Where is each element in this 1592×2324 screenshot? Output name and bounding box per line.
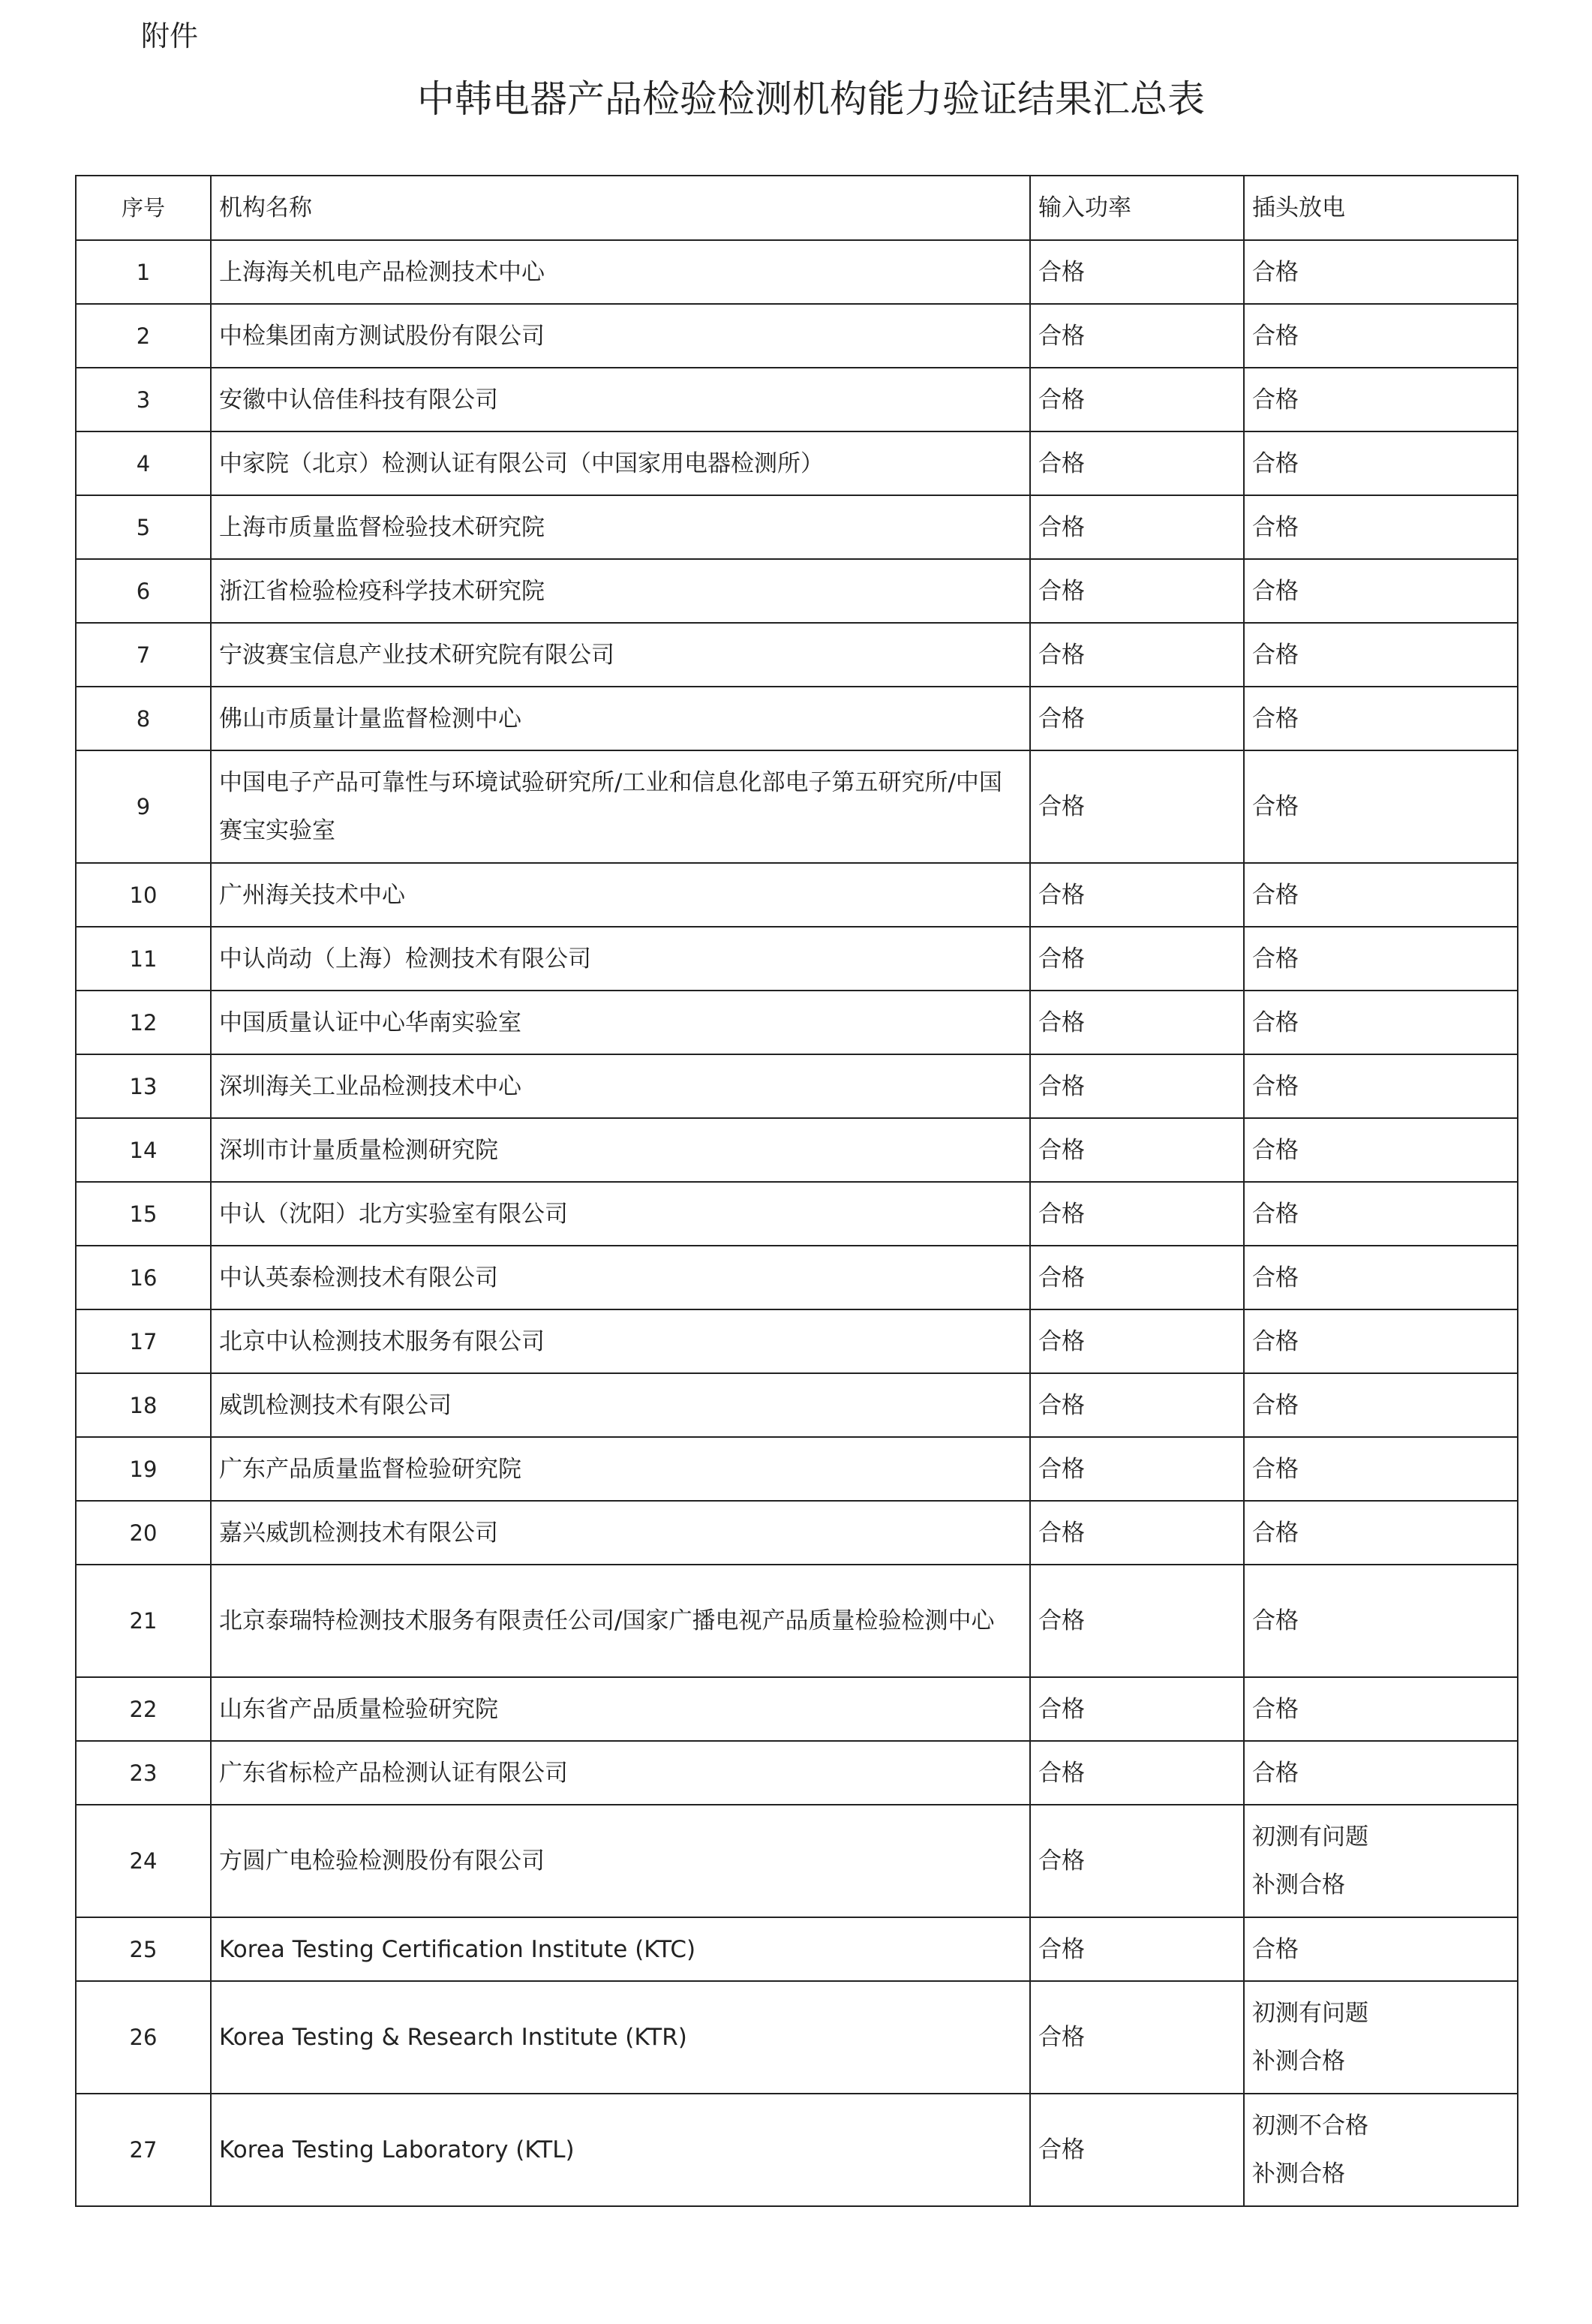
results-table: [75, 175, 1518, 2207]
cell-serial-number: 15: [76, 1182, 211, 1246]
cell-input-power-result: 合格: [1030, 304, 1244, 368]
cell-plug-discharge-result: [1244, 2094, 1518, 2206]
plug-discharge-line: 合格: [1252, 945, 1299, 973]
plug-discharge-line: 合格: [1252, 1759, 1299, 1787]
plug-discharge-line: 初测有问题: [1252, 1823, 1368, 1850]
cell-input-power-result: 合格: [1030, 687, 1244, 750]
cell-institution-name: 安徽中认倍佳科技有限公司: [211, 368, 1030, 431]
cell-serial-number: 21: [76, 1565, 211, 1677]
cell-input-power-result: 合格: [1030, 1118, 1244, 1182]
table-body: [76, 240, 1518, 2206]
table-row: [76, 1054, 1518, 1118]
cell-input-power-result: 合格: [1030, 495, 1244, 559]
cell-serial-number: 11: [76, 927, 211, 991]
plug-discharge-line: 合格: [1252, 258, 1299, 286]
cell-plug-discharge-result: [1244, 623, 1518, 687]
cell-input-power-result: 合格: [1030, 750, 1244, 863]
cell-input-power-result: 合格: [1030, 1246, 1244, 1309]
table-row: [76, 687, 1518, 750]
cell-serial-number: 8: [76, 687, 211, 750]
cell-plug-discharge-result: [1244, 687, 1518, 750]
cell-input-power-result: 合格: [1030, 2094, 1244, 2206]
table-row: [76, 304, 1518, 368]
cell-plug-discharge-result: [1244, 1054, 1518, 1118]
cell-plug-discharge-result: [1244, 1805, 1518, 1917]
cell-institution-name: 嘉兴威凯检测技术有限公司: [211, 1501, 1030, 1565]
table-row: [76, 559, 1518, 623]
cell-institution-name: 北京泰瑞特检测技术服务有限责任公司/国家广播电视产品质量检验检测中心: [211, 1565, 1030, 1677]
plug-discharge-line: 合格: [1252, 1935, 1299, 1963]
plug-discharge-line: 合格: [1252, 322, 1299, 350]
plug-discharge-line: 合格: [1252, 881, 1299, 909]
cell-institution-name: 佛山市质量计量监督检测中心: [211, 687, 1030, 750]
cell-serial-number: 13: [76, 1054, 211, 1118]
cell-institution-name: Korea Testing & Research Institute (KTR): [211, 1981, 1030, 2094]
cell-serial-number: 7: [76, 623, 211, 687]
cell-institution-name: 广东产品质量监督检验研究院: [211, 1437, 1030, 1501]
cell-input-power-result: 合格: [1030, 1677, 1244, 1741]
cell-input-power-result: 合格: [1030, 240, 1244, 304]
cell-institution-name: 广州海关技术中心: [211, 863, 1030, 927]
table-row: [76, 1437, 1518, 1501]
plug-discharge-line: 初测不合格: [1252, 2112, 1368, 2139]
cell-plug-discharge-result: [1244, 559, 1518, 623]
cell-plug-discharge-result: [1244, 1917, 1518, 1981]
column-header-plug: 插头放电: [1244, 176, 1518, 240]
cell-institution-name: 深圳市计量质量检测研究院: [211, 1118, 1030, 1182]
cell-institution-name: 方圆广电检验检测股份有限公司: [211, 1805, 1030, 1917]
cell-input-power-result: 合格: [1030, 431, 1244, 495]
cell-serial-number: 9: [76, 750, 211, 863]
table-row: [76, 1501, 1518, 1565]
table-row: [76, 1917, 1518, 1981]
plug-discharge-line: 补测合格: [1252, 1872, 1345, 1899]
cell-input-power-result: 合格: [1030, 1054, 1244, 1118]
cell-serial-number: 18: [76, 1373, 211, 1437]
table-row: [76, 1373, 1518, 1437]
cell-plug-discharge-result: [1244, 1437, 1518, 1501]
cell-serial-number: 24: [76, 1805, 211, 1917]
cell-institution-name: 上海海关机电产品检测技术中心: [211, 240, 1030, 304]
table-row: [76, 1677, 1518, 1741]
column-header-name: 机构名称: [211, 176, 1030, 240]
cell-institution-name: 上海市质量监督检验技术研究院: [211, 495, 1030, 559]
cell-plug-discharge-result: [1244, 1246, 1518, 1309]
cell-plug-discharge-result: [1244, 1501, 1518, 1565]
column-header-no: 序号: [76, 176, 211, 240]
cell-institution-name: Korea Testing Certification Institute (KTC): [211, 1917, 1030, 1981]
cell-input-power-result: 合格: [1030, 1501, 1244, 1565]
attachment-label: 附件: [141, 20, 199, 53]
cell-serial-number: 26: [76, 1981, 211, 2094]
cell-institution-name: 中认英泰检测技术有限公司: [211, 1246, 1030, 1309]
table-row: [76, 431, 1518, 495]
cell-serial-number: 6: [76, 559, 211, 623]
plug-discharge-line: 合格: [1252, 705, 1299, 732]
cell-input-power-result: 合格: [1030, 1182, 1244, 1246]
table-row: [76, 623, 1518, 687]
table-row: [76, 1309, 1518, 1373]
cell-institution-name: 浙江省检验检疫科学技术研究院: [211, 559, 1030, 623]
cell-serial-number: 5: [76, 495, 211, 559]
cell-input-power-result: 合格: [1030, 1917, 1244, 1981]
table-row: [76, 991, 1518, 1054]
table-row: [76, 927, 1518, 991]
cell-plug-discharge-result: [1244, 1309, 1518, 1373]
cell-serial-number: 23: [76, 1741, 211, 1805]
cell-institution-name: 中检集团南方测试股份有限公司: [211, 304, 1030, 368]
cell-serial-number: 25: [76, 1917, 211, 1981]
cell-input-power-result: 合格: [1030, 623, 1244, 687]
cell-input-power-result: 合格: [1030, 1565, 1244, 1677]
table-row: [76, 2094, 1518, 2206]
plug-discharge-line: 合格: [1252, 1264, 1299, 1291]
cell-input-power-result: 合格: [1030, 1437, 1244, 1501]
cell-plug-discharge-result: [1244, 1182, 1518, 1246]
cell-serial-number: 2: [76, 304, 211, 368]
cell-institution-name: 宁波赛宝信息产业技术研究院有限公司: [211, 623, 1030, 687]
table-row: [76, 240, 1518, 304]
cell-institution-name: 中国质量认证中心华南实验室: [211, 991, 1030, 1054]
cell-input-power-result: 合格: [1030, 1981, 1244, 2094]
plug-discharge-line: 合格: [1252, 1200, 1299, 1228]
plug-discharge-line: 合格: [1252, 1519, 1299, 1547]
cell-plug-discharge-result: [1244, 495, 1518, 559]
column-header-power: 输入功率: [1030, 176, 1244, 240]
table-row: [76, 1182, 1518, 1246]
cell-plug-discharge-result: [1244, 304, 1518, 368]
table-row: [76, 1246, 1518, 1309]
cell-institution-name: 广东省标检产品检测认证有限公司: [211, 1741, 1030, 1805]
cell-plug-discharge-result: [1244, 863, 1518, 927]
cell-plug-discharge-result: [1244, 368, 1518, 431]
plug-discharge-line: 合格: [1252, 513, 1299, 541]
cell-serial-number: 20: [76, 1501, 211, 1565]
plug-discharge-line: 合格: [1252, 1009, 1299, 1036]
cell-institution-name: 中家院（北京）检测认证有限公司（中国家用电器检测所）: [211, 431, 1030, 495]
cell-plug-discharge-result: [1244, 1118, 1518, 1182]
table-row: [76, 750, 1518, 863]
cell-serial-number: 14: [76, 1118, 211, 1182]
cell-serial-number: 12: [76, 991, 211, 1054]
cell-institution-name: Korea Testing Laboratory (KTL): [211, 2094, 1030, 2206]
cell-serial-number: 22: [76, 1677, 211, 1741]
table-row: [76, 1741, 1518, 1805]
plug-discharge-line: 合格: [1252, 577, 1299, 605]
cell-input-power-result: 合格: [1030, 1741, 1244, 1805]
cell-input-power-result: 合格: [1030, 863, 1244, 927]
cell-input-power-result: 合格: [1030, 1805, 1244, 1917]
cell-serial-number: 19: [76, 1437, 211, 1501]
plug-discharge-line: 合格: [1252, 1391, 1299, 1419]
plug-discharge-line: 合格: [1252, 793, 1299, 820]
table-row: [76, 495, 1518, 559]
plug-discharge-line: 合格: [1252, 641, 1299, 669]
cell-plug-discharge-result: [1244, 1565, 1518, 1677]
table-row: [76, 1565, 1518, 1677]
plug-discharge-line: 初测有问题: [1252, 2000, 1368, 2027]
table-row: [76, 368, 1518, 431]
plug-discharge-line: 合格: [1252, 1695, 1299, 1723]
cell-serial-number: 4: [76, 431, 211, 495]
cell-serial-number: 1: [76, 240, 211, 304]
cell-plug-discharge-result: [1244, 750, 1518, 863]
plug-discharge-line: 补测合格: [1252, 2048, 1345, 2075]
cell-institution-name: 中国电子产品可靠性与环境试验研究所/工业和信息化部电子第五研究所/中国赛宝实验室: [211, 750, 1030, 863]
plug-discharge-line: 合格: [1252, 1136, 1299, 1164]
cell-institution-name: 山东省产品质量检验研究院: [211, 1677, 1030, 1741]
cell-input-power-result: 合格: [1030, 559, 1244, 623]
table-header-row: [76, 176, 1518, 240]
cell-plug-discharge-result: [1244, 991, 1518, 1054]
cell-input-power-result: 合格: [1030, 368, 1244, 431]
cell-plug-discharge-result: [1244, 1373, 1518, 1437]
cell-plug-discharge-result: [1244, 1677, 1518, 1741]
cell-serial-number: 17: [76, 1309, 211, 1373]
plug-discharge-line: 合格: [1252, 1327, 1299, 1355]
cell-institution-name: 威凯检测技术有限公司: [211, 1373, 1030, 1437]
cell-plug-discharge-result: [1244, 1741, 1518, 1805]
cell-input-power-result: 合格: [1030, 1373, 1244, 1437]
table-row: [76, 1805, 1518, 1917]
table-row: [76, 863, 1518, 927]
plug-discharge-line: 合格: [1252, 1455, 1299, 1483]
plug-discharge-line: 合格: [1252, 449, 1299, 477]
document-title: 中韩电器产品检验检测机构能力验证结果汇总表: [417, 77, 1205, 121]
plug-discharge-line: 合格: [1252, 1072, 1299, 1100]
cell-input-power-result: 合格: [1030, 991, 1244, 1054]
plug-discharge-line: 合格: [1252, 386, 1299, 413]
cell-plug-discharge-result: [1244, 927, 1518, 991]
cell-plug-discharge-result: [1244, 431, 1518, 495]
cell-serial-number: 10: [76, 863, 211, 927]
cell-serial-number: 16: [76, 1246, 211, 1309]
cell-serial-number: 3: [76, 368, 211, 431]
plug-discharge-line: 补测合格: [1252, 2160, 1345, 2187]
plug-discharge-line: 合格: [1252, 1607, 1299, 1634]
cell-input-power-result: 合格: [1030, 927, 1244, 991]
cell-input-power-result: 合格: [1030, 1309, 1244, 1373]
cell-institution-name: 北京中认检测技术服务有限公司: [211, 1309, 1030, 1373]
cell-institution-name: 中认尚动（上海）检测技术有限公司: [211, 927, 1030, 991]
cell-institution-name: 深圳海关工业品检测技术中心: [211, 1054, 1030, 1118]
table-row: [76, 1118, 1518, 1182]
cell-plug-discharge-result: [1244, 240, 1518, 304]
cell-serial-number: 27: [76, 2094, 211, 2206]
cell-institution-name: 中认（沈阳）北方实验室有限公司: [211, 1182, 1030, 1246]
table-row: [76, 1981, 1518, 2094]
cell-plug-discharge-result: [1244, 1981, 1518, 2094]
